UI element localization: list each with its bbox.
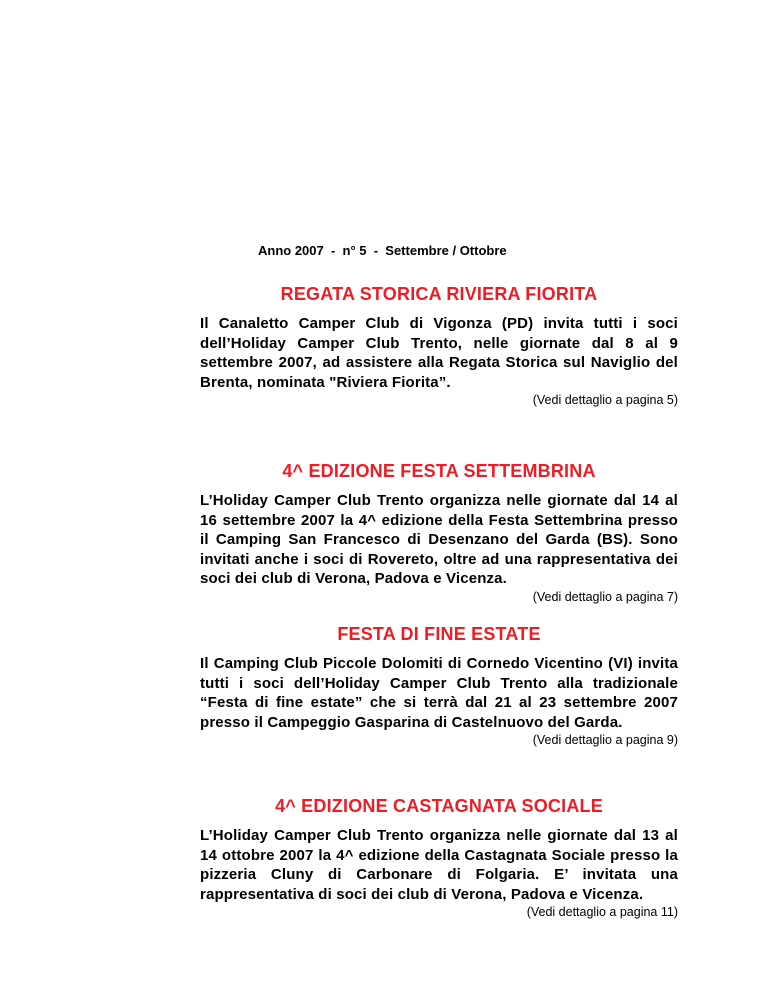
event-section-festa-settembrina [200,460,678,605]
section-title: 4^ EDIZIONE CASTAGNATA SOCIALE [275,796,603,816]
section-title: 4^ EDIZIONE FESTA SETTEMBRINA [282,461,596,481]
section-body: Il Camping Club Piccole Dolomiti di Cornedo Vicentino (VI) invita tutti i soci dell’Holiday Camper Club Trento alla tradizionale “Festa di fine estate” che si terrà dal 21 al 23 settembre 2007 presso il Campeggio Gasparina di Castelnuovo del Garda. [200,655,678,731]
page-reference: (Vedi dettaglio a pagina 11) [526,905,678,919]
section-body: L’Holiday Camper Club Trento organizza nelle giornate dal 13 al 14 ottobre 2007 la 4^ edizione della Castagnata Sociale presso la pizzeria Cluny di Carbonare di Folgaria. E’ invitata una rappresentativa di soci dei club di Verona, Padova e Vicenza. [200,827,678,903]
event-section-castagnata [200,795,678,920]
page-reference: (Vedi dettaglio a pagina 7) [532,589,678,604]
section-title: REGATA STORICA RIVIERA FIORITA [280,284,598,304]
section-body: L’Holiday Camper Club Trento organizza nelle giornate dal 14 al 16 settembre 2007 la 4^ edizione della Festa Settembrina presso il Camping San Francesco di Desenzano del Garda (BS). Sono invitati anche i soci di Rovereto, oltre ad una rappresentativa dei soci dei club di Verona, Padova e Vicenza. [200,492,678,587]
page-reference: (Vedi dettaglio a pagina 9) [532,733,678,747]
event-section-regata [200,283,678,408]
event-section-fine-estate [200,623,678,748]
section-title: FESTA DI FINE ESTATE [337,624,541,644]
section-body: Il Canaletto Camper Club di Vigonza (PD) invita tutti i soci dell’Holiday Camper Club Trento, nelle giornate dal 8 al 9 settembre 2007, ad assistere alla Regata Storica sul Naviglio del Brenta, nominata "Riviera Fiorita”. [200,315,678,391]
page-reference: (Vedi dettaglio a pagina 5) [532,393,678,407]
issue-line: Anno 2007 - n° 5 - Settembre / Ottobre [258,243,507,258]
